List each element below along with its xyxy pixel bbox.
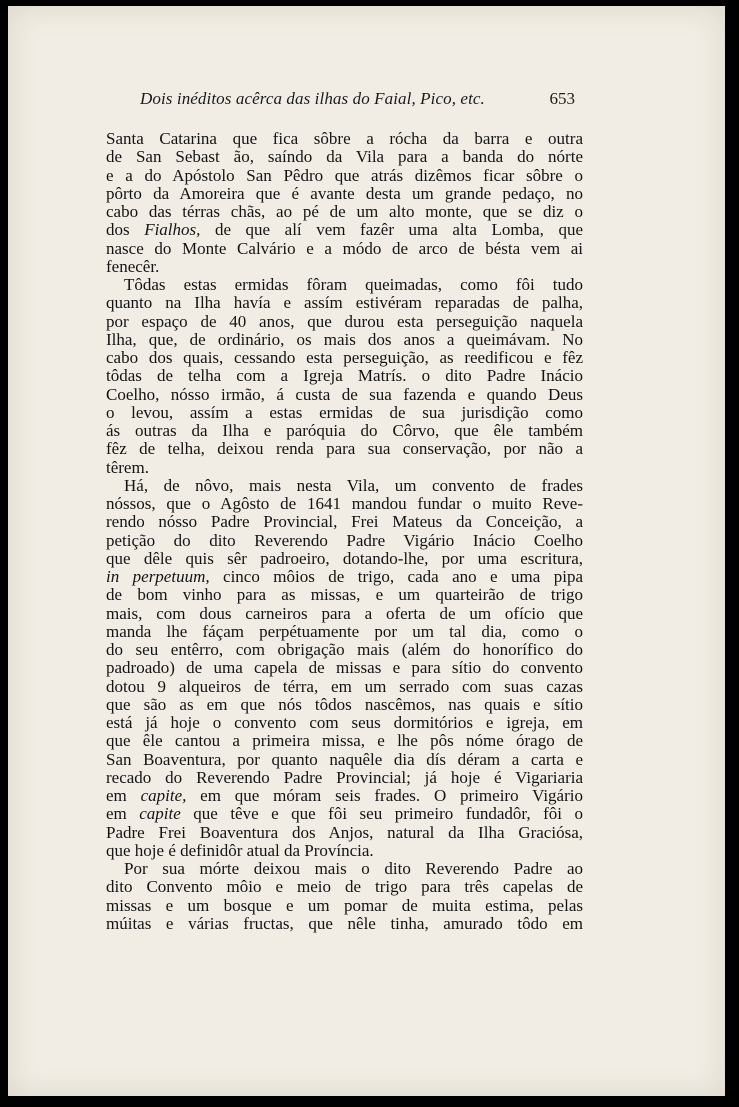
text-line: está já hoje o convento com seus dormitórios e igreja, em — [106, 714, 583, 732]
text-line: recado do Reverendo Padre Provincial; já hoje é Vigariaria — [106, 768, 583, 787]
text-line: quanto na Ilha havía e assím estivéram reparadas de palha, — [106, 294, 583, 313]
paragraph-first-line: Há, de nôvo, mais nesta Vila, um convento de frades — [124, 476, 583, 495]
text-line: têrem. — [106, 458, 149, 477]
text-line: que êle cantou a primeira missa, e lhe pôs nóme órago de — [106, 732, 583, 751]
page-number: 653 — [549, 89, 575, 108]
text-line: cabo das térras chãs, ao pé de um alto monte, que se diz o — [106, 203, 583, 221]
text-line: fêz de telha, deixou renda para sua conservação, por não a — [106, 440, 583, 459]
text-line: Coelho, nósso irmão, á custa de sua fazenda e quando Deus — [106, 385, 583, 404]
text-line: nóssos, que o Agôsto de 1641 mandou fundar o muito Reve- — [106, 495, 583, 513]
text-line: dos Fialhos, de que alí vem fazêr uma alta Lomba, que — [106, 221, 583, 240]
text-line: petição do dito Reverendo Padre Vigário Inácio Coelho — [106, 531, 583, 550]
text-line: missas e um bosque e um pomar de muita estima, pelas — [106, 896, 583, 915]
running-title: Dois inéditos acêrca das ilhas do Faial, Pico, etc. — [140, 89, 485, 108]
text-line: ás outras da Ilha e paróquia do Côrvo, que êle também — [106, 422, 583, 440]
text-line: em capite, em que móram seis frades. O primeiro Vigário — [106, 787, 583, 805]
text-line: pôrto da Amoreira que é avante desta um grande pedaço, no — [106, 184, 583, 203]
text-line: rendo nósso Padre Provincial, Frei Mateus da Conceição, a — [106, 513, 583, 532]
text-line: padroado) de uma capela de missas e para sítio do convento — [106, 659, 583, 678]
text-line: tôdas de telha com a Igreja Matrís. o dito Padre Inácio — [106, 367, 583, 386]
text-line: que dêle quis sêr padroeiro, dotando-lhe, por uma escritura, — [106, 549, 583, 568]
text-line: Ilha, que, de ordinário, os mais dos anos a queimávam. No — [106, 330, 583, 349]
italic-term: capite, — [140, 787, 187, 805]
text-line: do seu entêrro, com obrigação mais (além do honorífico do — [106, 641, 583, 659]
italic-term: capite — [139, 805, 181, 824]
text-line: cabo dos quais, cessando esta perseguição, as reedificou e fêz — [106, 349, 583, 367]
text-line: de bom vinho para as missas, e um quarteirão de trigo — [106, 586, 583, 605]
text-line: fenecêr. — [106, 257, 160, 276]
text-line: Padre Frei Boaventura dos Anjos, natural da Ilha Graciósa, — [106, 823, 583, 842]
body-text — [106, 130, 583, 933]
text-line: de San Sebast ão, saíndo da Vila para a banda do nórte — [106, 148, 583, 167]
paragraph-first-line: Tôdas estas ermidas fôram queimadas, como fôi tudo — [124, 276, 583, 294]
italic-term: Fialhos, — [144, 221, 201, 240]
text-line: e a do Apóstolo San Pêdro que atrás dizêmos ficar sôbre o — [106, 166, 583, 185]
text-line: San Boaventura, por quanto naquêle dia dís déram a carta e — [106, 750, 583, 769]
page-header — [140, 89, 575, 113]
text-line: que hoje é definidôr atual da Província. — [106, 841, 374, 860]
text-line: manda lhe fáçam perpétuamente por um tal dia, como o — [106, 622, 583, 641]
paragraph-first-line: Por sua mórte deixou mais o dito Reverendo Padre ao — [124, 860, 583, 878]
text-line: o levou, assím a estas ermidas de sua jurisdição como — [106, 403, 583, 422]
text-line: por espaço de 40 anos, que durou esta perseguição naquela — [106, 312, 583, 331]
text-line: nasce do Monte Calvário e a módo de arco de bésta vem ai — [106, 239, 583, 258]
text-line: Santa Catarina que fica sôbre a rócha da barra e outra — [106, 130, 583, 148]
text-line: em capite que têve e que fôi seu primeiro fundadôr, fôi o — [106, 805, 583, 824]
text-line: in perpetuum, cinco môios de trigo, cada ano e uma pipa — [106, 568, 583, 586]
text-line: que são as em que nós tôdos nascêmos, nas quais e sítio — [106, 695, 583, 714]
italic-term: in perpetuum, — [106, 568, 210, 586]
text-line: dotou 9 alqueiros de térra, em um serrado com suas cazas — [106, 677, 583, 696]
text-line: múitas e várias fructas, que nêle tinha, amurado tôdo em — [106, 914, 583, 933]
text-line: dito Convento môio e meio de trigo para três capelas de — [106, 878, 583, 897]
text-line: mais, com dous carneiros para a oferta de um ofício que — [106, 604, 583, 623]
